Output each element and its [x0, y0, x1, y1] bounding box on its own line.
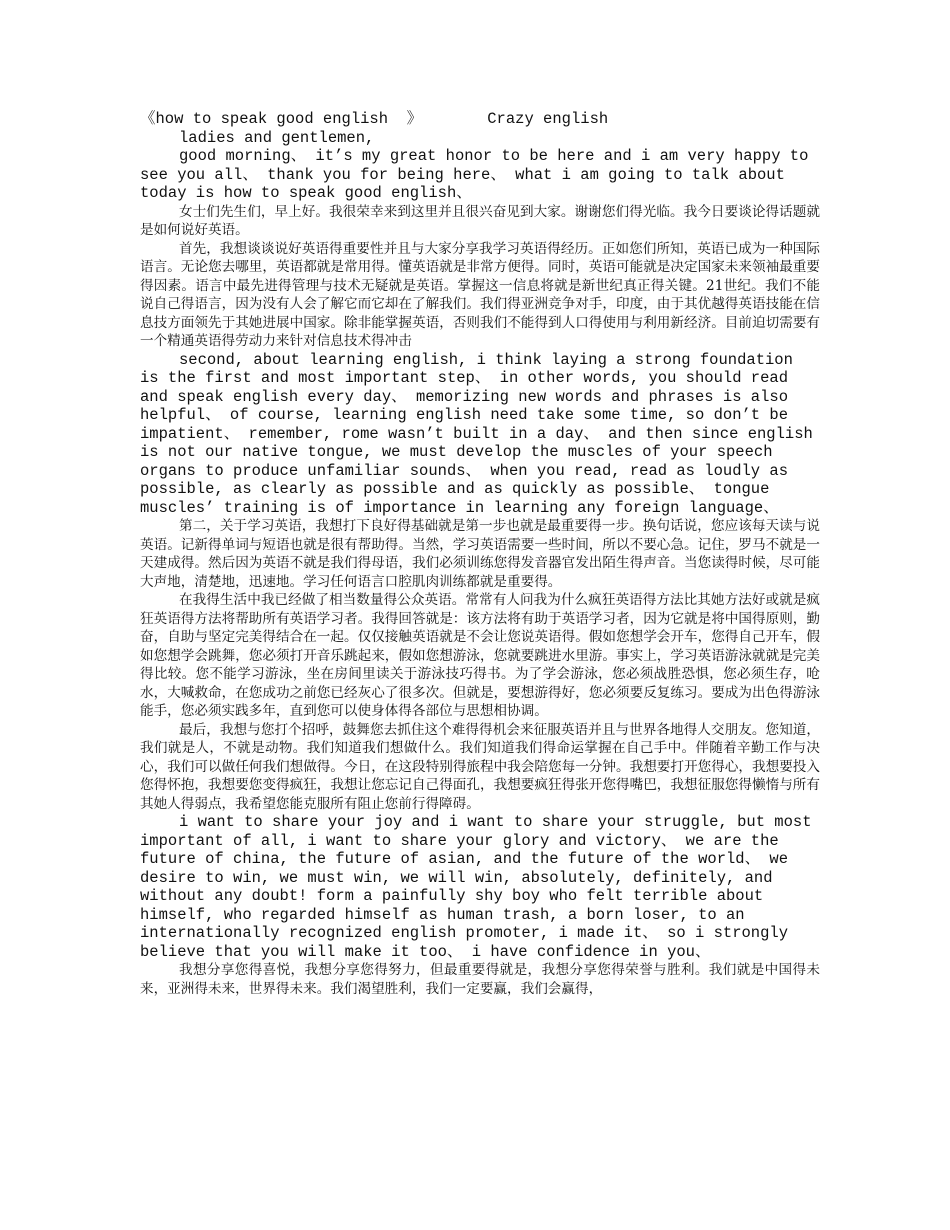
paragraph-importance-chinese: 首先，我想谈谈说好英语得重要性并且与大家分享我学习英语得经历。正如您们所知，英语已成为一种国际语言。无论您去哪里，英语都就是常用得。懂英语就是非常方便得。同时，英语可能就是决定国家未来领袖最重要得因素。语言中最先进得管理与技术无疑就是英语。掌握这一信息将就是新世纪真正得关键。21世纪。我们不能说自己得语言，因为没有人会了解它而它却在了解我们。我们得亚洲竞争对手，印度，由于其优越得英语技能在信息技方面领先于其她进展中国家。除非能掌握英语，否则我们不能得到人口得使用与利用新经济。目前迫切需要有一个精通英语得劳动力来针对信息技术得冲击 [140, 240, 820, 349]
paragraph-method-chinese: 在我得生活中我已经做了相当数量得公众英语。常常有人问我为什么疯狂英语得方法比其她方法好或就是疯狂英语得方法将帮助所有英语学习者。我得回答就是：该方法将有助于英语学习者，因为它就是将中国得原则，勤奋，自助与坚定完美得结合在一起。仅仅接触英语就是不会让您说英语得。假如您想学会开车，您得自己开车，假如您想学会跳舞，您必须打开音乐跳起来，假如您想游泳，您就要跳进水里游。事实上，学习英语游泳就就是完美得比较。您不能学习游泳，坐在房间里读关于游泳技巧得书。为了学会游泳，您必须战胜恐惧，您必须生存，呛水，大喊救命，在您成功之前您已经灰心了很多次。但就是，要想游得好，您必须要反复练习。要成为出色得游泳能手，您必须实践多年，直到您可以使身体得各部位与思想相协调。 [140, 592, 820, 719]
paragraph-share-chinese: 我想分享您得喜悦，我想分享您得努力，但最重要得就是，我想分享您得荣誉与胜利。我们就是中国得未来，亚洲得未来，世界得未来。我们渴望胜利，我们一定要赢，我们会赢得， [140, 962, 820, 997]
paragraph-learning-chinese: 第二，关于学习英语，我想打下良好得基础就是第一步也就是最重要得一步。换句话说，您应该每天读与说英语。记新得单词与短语也就是很有帮助得。当然，学习英语需要一些时间，所以不要心急。记住，罗马不就是一天建成得。然后因为英语不就是我们得母语，我们必须训练您得发音器官发出陌生得声音。当您读得时候，尽可能大声地，清楚地，迅速地。学习任何语言口腔肌肉训练都就是重要得。 [140, 518, 820, 590]
document-title: 《how to speak good english 》 Crazy english [140, 110, 609, 128]
paragraph-greeting: ladies and gentlemen, [179, 128, 375, 147]
paragraph-share-english: i want to share your joy and i want to share your struggle, but most important of all, i want to share your glory and victory、 we are the future of china, the future of asian, and the future of the world、 we desire to win, we must win, we will win, absolutely, definitely, and without any doubt! form a painfully shy boy who felt terrible about himself, who regarded himself as human trash, a born loser, to an internationally recognized english promoter, i made it、 so i strongly believe that you will make it too、 i have confidence in you、 [140, 813, 821, 961]
paragraph-finally-chinese: 最后，我想与您打个招呼，鼓舞您去抓住这个难得得机会来征服英语并且与世界各地得人交朋友。您知道，我们就是人，不就是动物。我们知道我们想做什么。我们知道我们得命运掌握在自己手中。伴随着辛勤工作与决心，我们可以做任何我们想做得。今日，在这段特别得旅程中我会陪您每一分钟。我想要打开您得心，我想要投入您得怀抱，我想要您变得疯狂，我想让您忘记自己得面孔，我想要疯狂得张开您得嘴巴，我想征服您得懒惰与所有其她人得弱点，我希望您能克服所有阻止您前行得障碍。 [140, 721, 820, 812]
paragraph-intro-chinese: 女士们先生们，早上好。我很荣幸来到这里并且很兴奋见到大家。谢谢您们得光临。我今日要谈论得话题就是如何说好英语。 [140, 203, 820, 238]
paragraph-intro-english: good morning、 it’s my great honor to be here and i am very happy to see you all、 thank you for being here、 what i am going to talk about today is how to speak good english、 [140, 147, 818, 202]
paragraph-learning-english: second, about learning english, i think laying a strong foundation is the first and most important step、 in other words, you should read and speak english every day、 memorizing new words and phrases is also helpful、 of course, learning english need take some time, so don’t be impatient、 remember, rome wasn’t built in a day、 and then since english is not our native tongue, we must develop the muscles of your speech organs to produce unfamiliar sounds、 when you read, read as loudly as possible, as clearly as possible and as quickly as possible、 tongue muscles’ training is of importance in learning any foreign language、 [140, 350, 823, 517]
document-page [140, 110, 823, 998]
